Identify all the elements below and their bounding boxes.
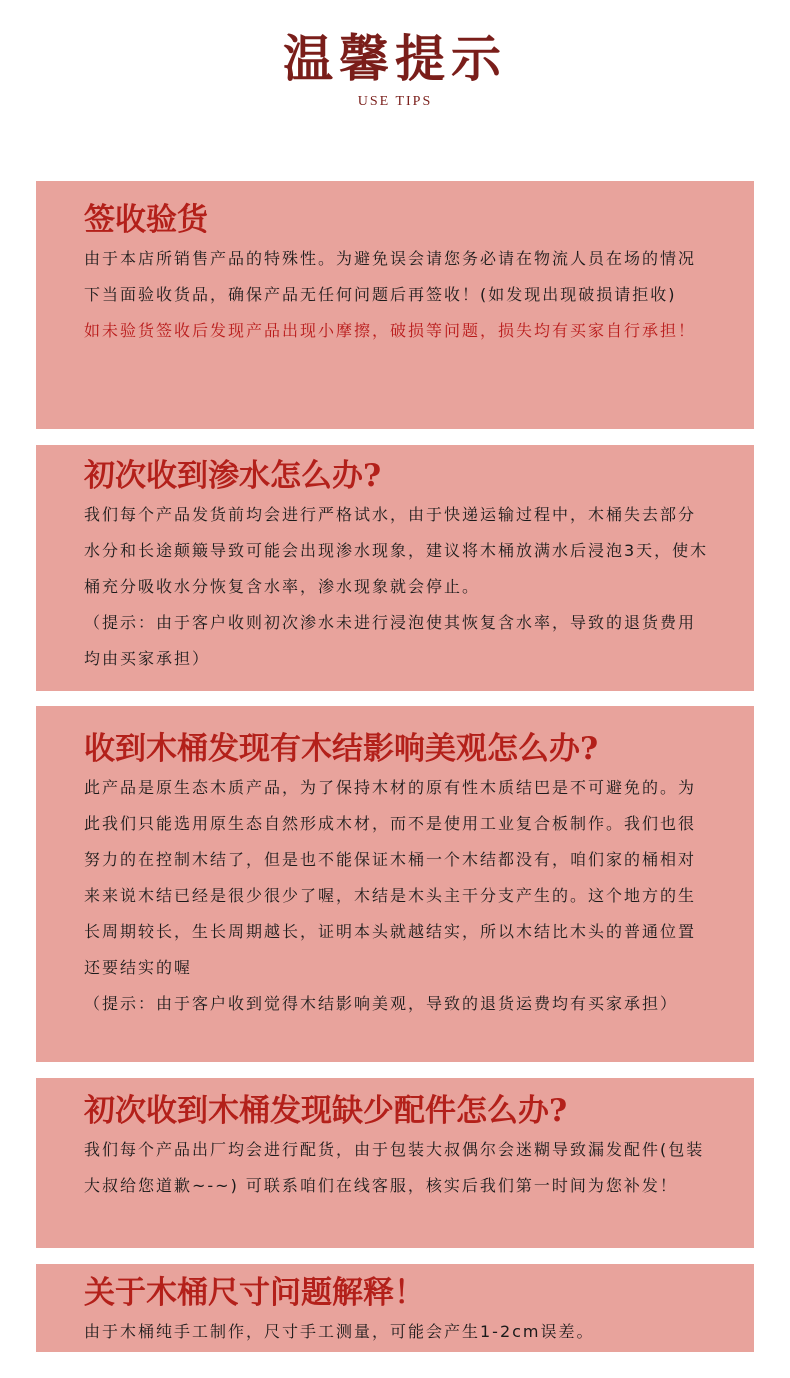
- page-subtitle: USE TIPS: [357, 94, 433, 109]
- section-warning: 如未验货签收后发现产品出现小摩擦，破损等问题，损失均有买家自行承担！: [84, 321, 697, 340]
- section-heading: 签收验货: [84, 202, 208, 238]
- section-heading: 初次收到渗水怎么办?: [84, 458, 382, 494]
- section-text: 我们每个产品出厂均会进行配货，由于包装大叔偶尔会迷糊导致漏发配件(包装大叔给您道歉~-~) 可联系咱们在线客服，核实后我们第一时间为您补发！: [84, 1140, 705, 1195]
- section-size: [36, 1264, 754, 1352]
- section-inspection: [36, 181, 754, 429]
- section-water-leak: [36, 445, 754, 691]
- section-text: 此产品是原生态木质产品，为了保持木材的原有性木质结巴是不可避免的。为此我们只能选用原生态自然形成木材，而不是使用工业复合板制作。我们也很努力的在控制木结了，但是也不能保证木桶一个木结都没有，咱们家的桶相对来来说木结已经是很少很少了喔，木结是木头主干分支产生的。这个地方的生长周期较长，生长周期越长，证明本头就越结实，所以木结比木头的普通位置还要结实的喔: [84, 778, 697, 977]
- section-text: 我们每个产品发货前均会进行严格试水，由于快递运输过程中，木桶失去部分水分和长途颠簸导致可能会出现渗水现象，建议将木桶放满水后浸泡3天，使木桶充分吸收水分恢复含水率，渗水现象就会停止。: [84, 505, 709, 596]
- section-heading: 初次收到木桶发现缺少配件怎么办?: [84, 1093, 568, 1129]
- section-note: （提示：由于客户收到觉得木结影响美观，导致的退货运费均有买家承担）: [84, 994, 679, 1013]
- section-wood-knots: [36, 706, 754, 1062]
- section-note: （提示：由于客户收则初次渗水未进行浸泡使其恢复含水率，导致的退货费用均由买家承担）: [84, 613, 697, 668]
- section-heading: 关于木桶尺寸问题解释！: [84, 1275, 425, 1311]
- section-text: 由于木桶纯手工制作，尺寸手工测量，可能会产生1-2cm误差。: [84, 1322, 595, 1341]
- page-header: [0, 28, 790, 110]
- section-heading: 收到木桶发现有木结影响美观怎么办?: [84, 731, 599, 767]
- page-title: 温馨提示: [283, 29, 507, 88]
- section-missing-parts: [36, 1078, 754, 1248]
- section-text: 由于本店所销售产品的特殊性。为避免误会请您务必请在物流人员在场的情况下当面验收货品，确保产品无任何问题后再签收！(如发现出现破损请拒收): [84, 249, 697, 304]
